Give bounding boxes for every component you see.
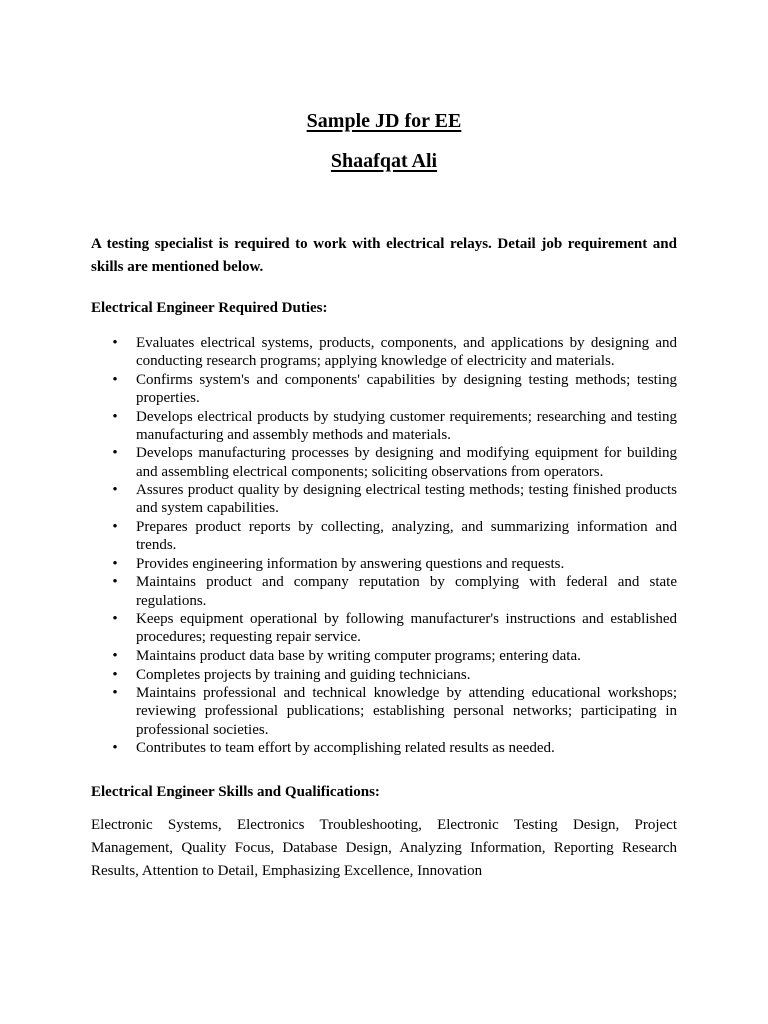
intro-paragraph: A testing specialist is required to work with electrical relays. Detail job requirement and skills are mentioned below.: [91, 236, 677, 275]
bullet-icon: [110, 408, 120, 426]
duty-item: [91, 334, 677, 370]
duty-item: [91, 371, 677, 407]
duty-item: [91, 647, 677, 665]
duty-item: [91, 739, 677, 757]
duty-item: [91, 481, 677, 517]
bullet-icon: [110, 684, 120, 702]
duty-item: [91, 610, 677, 646]
duty-item: [91, 573, 677, 609]
duty-item: [91, 666, 677, 684]
duty-text: Contributes to team effort by accomplishing related results as needed.: [136, 740, 555, 757]
duty-text: Develops electrical products by studying customer requirements; researching and testing manufacturing and assembly methods and materials.: [136, 408, 677, 443]
duty-text: Provides engineering information by answering questions and requests.: [136, 555, 565, 572]
document-author: Shaafqat Ali: [330, 150, 438, 172]
bullet-icon: [110, 555, 120, 573]
duty-item: [91, 684, 677, 739]
bullet-icon: [110, 518, 120, 536]
duty-text: Prepares product reports by collecting, analyzing, and summarizing information and trends.: [136, 518, 677, 554]
bullet-icon: [110, 647, 120, 665]
bullet-icon: [110, 573, 120, 591]
duty-item: [91, 555, 677, 573]
duty-text: Develops manufacturing processes by designing and modifying equipment for building and assembling electrical components; soliciting observations from operators.: [136, 445, 677, 480]
bullet-icon: [110, 444, 120, 462]
duty-text: Maintains product and company reputation by complying with federal and state regulations.: [136, 574, 677, 609]
duty-text: Evaluates electrical systems, products, components, and applications by designing and conducting research programs; applying knowledge of electricity and materials.: [136, 335, 677, 370]
skills-heading: Electrical Engineer Skills and Qualifications:: [91, 784, 380, 800]
bullet-icon: [110, 610, 120, 628]
duty-text: Completes projects by training and guiding technicians.: [136, 666, 471, 683]
duty-item: [91, 444, 677, 480]
duties-heading: Electrical Engineer Required Duties:: [91, 300, 328, 316]
duty-text: Assures product quality by designing electrical testing methods; testing finished products and system capabilities.: [136, 482, 677, 517]
duty-item: [91, 408, 677, 444]
duty-item: [91, 518, 677, 554]
duty-text: Maintains professional and technical knowledge by attending educational workshops; reviewing professional publications; establishing personal networks; participating in professional societies.: [136, 685, 677, 738]
bullet-icon: [110, 666, 120, 684]
duties-list: [91, 334, 677, 758]
bullet-icon: [110, 739, 120, 757]
document-title: Sample JD for EE: [306, 110, 462, 132]
bullet-icon: [110, 481, 120, 499]
duty-text: Keeps equipment operational by following manufacturer's instructions and established procedures; requesting repair service.: [136, 611, 677, 646]
bullet-icon: [110, 371, 120, 389]
bullet-icon: [110, 334, 120, 352]
duty-text: Confirms system's and components' capabilities by designing testing methods; testing properties.: [136, 371, 677, 406]
duty-text: Maintains product data base by writing computer programs; entering data.: [136, 647, 581, 664]
skills-paragraph: Electronic Systems, Electronics Troubleshooting, Electronic Testing Design, Project Management, Quality Focus, Database Design, Analyzing Information, Reporting Research Results, Attention to Detail, Emphasizing Excellence, Innovation: [91, 817, 677, 879]
